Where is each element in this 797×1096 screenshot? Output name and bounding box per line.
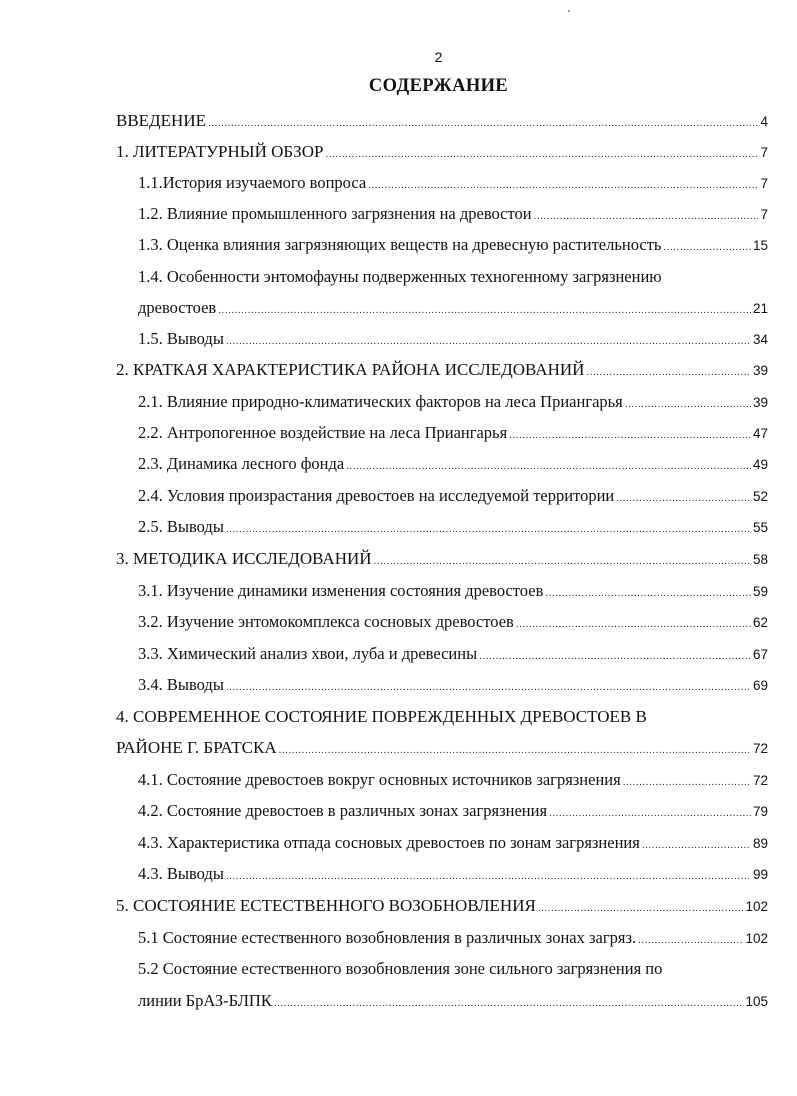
page-number: 2 (434, 49, 443, 65)
toc-entry-text: 2.3. Динамика лесного фонда (138, 454, 345, 473)
toc-entry-section-1-1[interactable] (138, 172, 768, 197)
toc-entry-chapter-4-line[interactable]: 4. СОВРЕМЕННОЕ СОСТОЯНИЕ ПОВРЕЖДЕННЫХ ДРЕВОСТОЕВ В (116, 707, 647, 726)
toc-entry-section-2-5[interactable] (138, 516, 768, 541)
toc-entry-section-5-2[interactable] (138, 990, 768, 1015)
toc-page-number: 99 (752, 867, 768, 882)
toc-page-number: 39 (752, 363, 768, 378)
dot-leader (226, 516, 751, 541)
page-title: СОДЕРЖАНИЕ (368, 76, 509, 96)
dot-leader (325, 141, 758, 166)
toc-entry-section-3-1[interactable] (138, 580, 768, 605)
toc-entry-section-1-3[interactable] (138, 234, 768, 259)
dot-leader (625, 391, 751, 416)
toc-page-number: 62 (752, 615, 768, 630)
dot-leader (509, 422, 751, 447)
toc-entry-chapter-1[interactable] (116, 141, 768, 166)
dot-leader (586, 359, 751, 384)
toc-page-number: 39 (752, 395, 768, 410)
toc-entry-text: 2.1. Влияние природно-климатических факторов на леса Приангарья (138, 392, 623, 411)
toc-page-number: 55 (752, 520, 768, 535)
dot-leader (274, 990, 744, 1015)
toc-entry-text: ВВЕДЕНИЕ (116, 111, 206, 130)
toc-entry-text: 4.3. Выводы (138, 864, 224, 883)
toc-page-number: 72 (752, 773, 768, 788)
toc-page-number: 72 (752, 741, 768, 756)
toc-page-number: 15 (752, 238, 768, 253)
dot-leader (279, 737, 751, 762)
toc-page-number: 4 (760, 114, 768, 129)
dot-leader (545, 580, 751, 605)
toc-entry-section-4-3[interactable] (138, 832, 768, 857)
toc-entry-section-2-3[interactable] (138, 453, 768, 478)
toc-entry-text: 2.4. Условия произрастания древостоев на исследуемой территории (138, 486, 615, 505)
toc-page-number: 102 (745, 899, 768, 914)
toc-page-number: 7 (760, 207, 768, 222)
toc-entry-section-3-4[interactable] (138, 674, 768, 699)
dot-leader (623, 769, 751, 794)
dot-leader (642, 832, 751, 857)
toc-entry-text: 3.4. Выводы (138, 675, 224, 694)
toc-page-number: 105 (745, 994, 768, 1009)
toc-page-number: 47 (752, 426, 768, 441)
toc-page-number: 69 (752, 678, 768, 693)
toc-entry-section-3-3[interactable] (138, 643, 768, 668)
toc-entry-text: 1. ЛИТЕРАТУРНЫЙ ОБЗОР (116, 142, 324, 161)
toc-page-number: 7 (760, 145, 768, 160)
toc-entry-section-3-2[interactable] (138, 611, 768, 636)
toc-entry-section-1-2[interactable] (138, 203, 768, 228)
dot-leader (226, 863, 751, 888)
toc-entry-text: 5.1 Состояние естественного возобновления в различных зонах загряз. (138, 928, 637, 947)
toc-entry-text: 2. КРАТКАЯ ХАРАКТЕРИСТИКА РАЙОНА ИССЛЕДОВАНИЙ (116, 360, 585, 379)
dot-leader (218, 297, 751, 322)
toc-entry-section-5-1[interactable] (138, 927, 768, 952)
toc-entry-text: 3.3. Химический анализ хвои, луба и древесины (138, 644, 478, 663)
toc-entry-section-1-5[interactable] (138, 328, 768, 353)
toc-entry-text: 2.5. Выводы (138, 517, 224, 536)
dot-leader (538, 895, 744, 920)
toc-entry-introduction[interactable] (116, 110, 768, 135)
toc-page-number: 52 (752, 489, 768, 504)
toc-entry-section-5-2-line[interactable]: 5.2 Состояние естественного возобновления зоне сильного загрязнения по (138, 959, 663, 978)
dot-leader (534, 203, 759, 228)
toc-entry-text: 1.5. Выводы (138, 329, 224, 348)
toc-entry-chapter-4[interactable] (116, 737, 768, 762)
toc-entry-text: РАЙОНЕ Г. БРАТСКА (116, 738, 277, 757)
toc-entry-section-4-1[interactable] (138, 769, 768, 794)
toc-entry-section-2-2[interactable] (138, 422, 768, 447)
toc-entry-text: 1.3. Оценка влияния загрязняющих веществ на древесную растительность (138, 235, 662, 254)
toc-entry-text: 1.2. Влияние промышленного загрязнения на древостои (138, 204, 532, 223)
toc-entry-section-1-4[interactable] (138, 297, 768, 322)
dot-leader (368, 172, 758, 197)
toc-entry-section-2-4[interactable] (138, 485, 768, 510)
toc-entry-section-4-conclusions[interactable] (138, 863, 768, 888)
toc-entry-text: линии БрАЗ-БЛПК (138, 991, 272, 1010)
toc-entry-text: 4.2. Состояние древостоев в различных зонах загрязнения (138, 801, 548, 820)
toc-page-number: 102 (745, 931, 768, 946)
toc-entry-text: 2.2. Антропогенное воздействие на леса Приангарья (138, 423, 508, 442)
toc-entry-text: 4.3. Характеристика отпада сосновых древостоев по зонам загрязнения (138, 833, 640, 852)
toc-entry-chapter-2[interactable] (116, 359, 768, 384)
toc-page-number: 67 (752, 647, 768, 662)
dot-leader (663, 234, 751, 259)
toc-page-number: 21 (752, 301, 768, 316)
dot-leader (346, 453, 751, 478)
dot-leader (616, 485, 751, 510)
dot-leader (226, 674, 751, 699)
toc-page-number: 58 (752, 552, 768, 567)
toc-page-number: 79 (752, 804, 768, 819)
toc-entry-chapter-3[interactable] (116, 548, 768, 573)
dot-leader (208, 110, 759, 135)
dot-leader (374, 548, 751, 573)
toc-page-number: 59 (752, 584, 768, 599)
dot-leader (226, 328, 751, 353)
toc-entry-text: 5. СОСТОЯНИЕ ЕСТЕСТВЕННОГО ВОЗОБНОВЛЕНИЯ (116, 896, 536, 915)
toc-entry-text: древостоев (138, 298, 217, 317)
toc-entry-section-4-2[interactable] (138, 800, 768, 825)
toc-entry-text: 1.1.История изучаемого вопроса (138, 173, 367, 192)
dot-leader (479, 643, 751, 668)
dot-leader (638, 927, 743, 952)
toc-page-number: 49 (752, 457, 768, 472)
scan-speck (568, 10, 570, 12)
toc-page-number: 34 (752, 332, 768, 347)
toc-page-number: 89 (752, 836, 768, 851)
toc-entry-section-1-4-line[interactable]: 1.4. Особенности энтомофауны подверженных техногенному загрязнению (138, 267, 662, 286)
toc-entry-text: 3.1. Изучение динамики изменения состояния древостоев (138, 581, 544, 600)
dot-leader (516, 611, 751, 636)
toc-entry-section-2-1[interactable] (138, 391, 768, 416)
toc-entry-text: 3. МЕТОДИКА ИССЛЕДОВАНИЙ (116, 549, 372, 568)
toc-entry-chapter-5[interactable] (116, 895, 768, 920)
toc-entry-text: 3.2. Изучение энтомокомплекса сосновых древостоев (138, 612, 514, 631)
toc-entry-text: 4.1. Состояние древостоев вокруг основных источников загрязнения (138, 770, 621, 789)
toc-page-number: 7 (760, 176, 768, 191)
dot-leader (549, 800, 751, 825)
